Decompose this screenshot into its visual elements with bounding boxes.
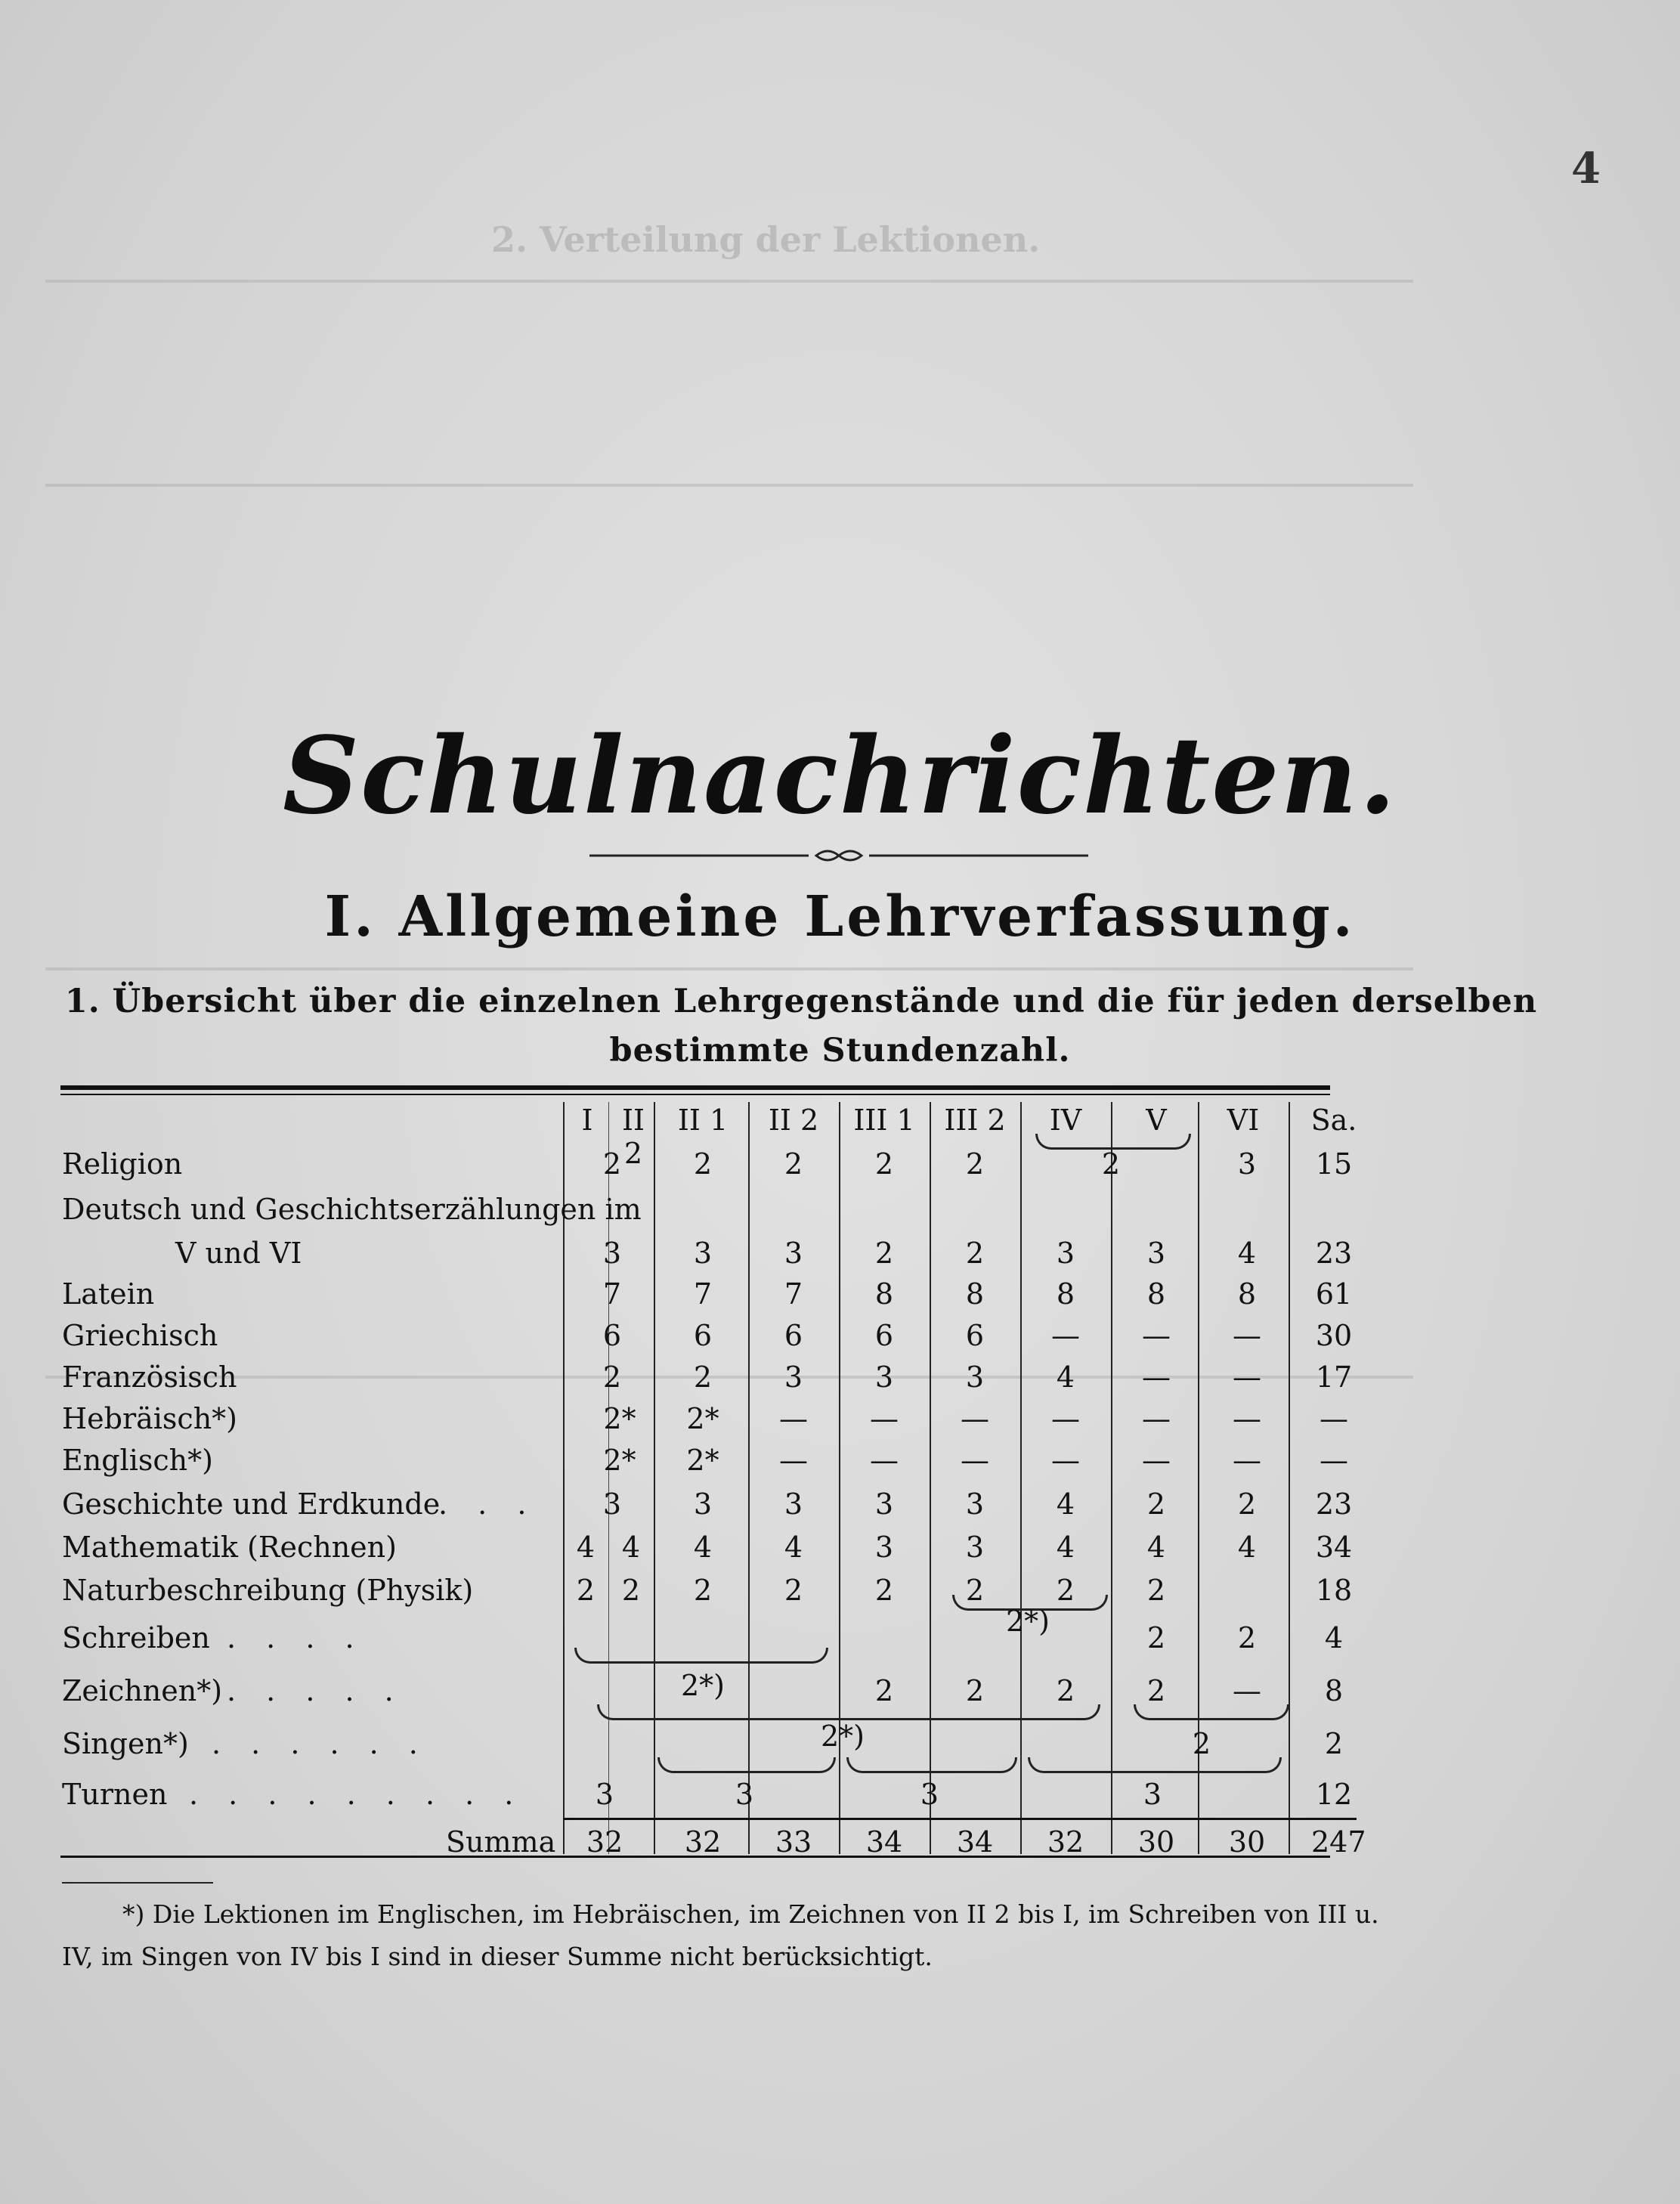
section-heading: I. Allgemeine Lehrverfassung. [324,884,1356,949]
table-cell: 2 [965,1147,985,1181]
table-cell: 34 [1315,1531,1353,1564]
group-brace [597,1704,1100,1720]
table-cell: 2 [874,1674,894,1707]
table-cell: 3 [1056,1237,1075,1270]
table-cell: 8 [874,1277,894,1311]
table-cell: 2 [965,1237,985,1270]
brace-label: 2*) [820,1720,865,1753]
table-cell: 2 [1146,1621,1166,1655]
table-cell: 2 [1146,1574,1166,1607]
row-label: Summa [446,1825,556,1859]
group-brace [1134,1704,1289,1720]
table-cell: 2 [621,1574,641,1607]
table-cell: 15 [1315,1147,1353,1181]
table-cell: 3 [874,1531,894,1564]
table-cell: 4 [1056,1360,1075,1394]
table-cell: — [1142,1402,1171,1435]
table-cell: — [1320,1402,1348,1435]
table-cell: 2 [1056,1674,1075,1707]
table-cell: 3 [602,1237,622,1270]
table-cell: 3 [784,1487,803,1521]
table-cell: 2* [686,1444,719,1477]
table-cell: 6 [693,1319,713,1352]
table-cell: 2 [1324,1727,1344,1760]
table-cell: 8 [1056,1277,1075,1311]
table-cell: 3 [965,1360,985,1394]
footnote-rule [62,1882,213,1884]
table-cell: 4 [1146,1531,1166,1564]
dot-leader: . . . . [227,1621,365,1655]
table-cell: 6 [602,1319,622,1352]
table-cell: — [1320,1444,1348,1477]
table-cell: — [870,1402,899,1435]
table-cell: 247 [1311,1825,1366,1859]
table-bottom-rule [60,1856,1330,1858]
table-cell: 2* [686,1402,719,1435]
table-cell: — [1233,1402,1261,1435]
table-cell: 2 [874,1147,894,1181]
column-header: V [1146,1104,1167,1137]
page-number: 4 [1571,144,1601,193]
table-cell: 2* [603,1444,636,1477]
table-cell: 3 [965,1531,985,1564]
column-header: IV [1049,1104,1082,1137]
table-cell: 2 [602,1147,622,1181]
column-header: III 1 [853,1104,915,1137]
table-cell: 2 [784,1574,803,1607]
table-cell: 3 [784,1237,803,1270]
table-cell: — [1051,1402,1080,1435]
table-cell: 32 [586,1825,623,1859]
row-label: Schreiben [62,1621,210,1655]
table-cell: 2 [1101,1147,1121,1181]
table-cell: 18 [1315,1574,1353,1607]
bleed-through-rule [45,967,1413,970]
page-title: Schulnachrichten. [283,714,1397,838]
table-cell: — [961,1402,989,1435]
table-cell: 3 [1143,1778,1162,1811]
brace-label: 2*) [680,1669,725,1702]
group-brace [1028,1757,1282,1773]
row-label: Latein [62,1277,155,1311]
summa-rule [563,1818,1357,1820]
column-header: Sa. [1310,1104,1357,1137]
table-cell: 23 [1315,1237,1353,1270]
table-cell: 6 [784,1319,803,1352]
footnote: *) Die Lektionen im Englischen, im Hebräischen, im Zeichnen von II 2 bis I, im Schreiben von III u. IV, im Singen von IV bis I sind in dieser Summe nicht berücksichtigt. [62,1899,1379,1971]
table-cell: 2 [1056,1574,1075,1607]
column-separator [1289,1102,1290,1854]
group-brace [1035,1134,1191,1150]
table-top-rule [60,1085,1330,1090]
brace-label: 2*) [1005,1605,1050,1638]
table-cell: 2 [1192,1727,1211,1760]
table-cell: 2* [603,1402,636,1435]
table-cell: 3 [693,1237,713,1270]
table-cell: 4 [1237,1531,1257,1564]
row-label: Singen*) [62,1727,189,1760]
table-cell: 8 [1324,1674,1344,1707]
row-label: Griechisch [62,1319,218,1352]
row-label: Englisch*) [62,1444,213,1477]
table-cell: — [1051,1319,1080,1352]
table-cell: 3 [693,1487,713,1521]
table-cell: 8 [1237,1277,1257,1311]
subheading-line-1: 1. Übersicht über die einzelnen Lehrgegenstände und die für jeden derselben [64,983,1538,1020]
table-cell: — [1233,1319,1261,1352]
row-label: Religion [62,1147,183,1181]
table-cell: 4 [1056,1487,1075,1521]
table-cell: 30 [1137,1825,1175,1859]
table-cell: — [779,1444,808,1477]
row-label: Geschichte und Erdkunde [62,1487,441,1521]
table-cell: — [1233,1444,1261,1477]
bleed-through-rule [45,1376,1413,1379]
column-separator [1020,1102,1022,1854]
table-cell: — [1233,1674,1261,1707]
table-cell: 4 [1324,1621,1344,1655]
table-cell: 4 [784,1531,803,1564]
table-cell: 2 [784,1147,803,1181]
table-cell: 6 [874,1319,894,1352]
table-cell: 8 [965,1277,985,1311]
table-cell: 30 [1315,1319,1353,1352]
column-separator [748,1102,750,1854]
table-cell: 2 [1146,1487,1166,1521]
row-label: Naturbeschreibung (Physik) [62,1574,474,1607]
column-header: III 2 [944,1104,1006,1137]
table-cell: 2 [693,1574,713,1607]
row-label: Deutsch und Geschichtserzählungen im [62,1193,642,1226]
bleed-through-rule [45,280,1413,283]
table-cell: 61 [1315,1277,1353,1311]
table-cell: 2 [1237,1487,1257,1521]
dot-leader: . . . . . . . . . [189,1778,524,1811]
table-cell: 4 [693,1531,713,1564]
table-cell: 4 [621,1531,641,1564]
table-cell: 3 [735,1778,754,1811]
table-cell: 2 [965,1674,985,1707]
column-header: II 2 [621,1104,645,1170]
table-cell: — [1142,1319,1171,1352]
table-cell: 8 [1146,1277,1166,1311]
column-header: VI [1227,1104,1260,1137]
table-cell: — [1142,1444,1171,1477]
table-cell: 2 [693,1147,713,1181]
group-brace [657,1757,836,1773]
row-label: Hebräisch*) [62,1402,238,1435]
dot-leader: . . . . . . [212,1727,429,1760]
table-cell: 3 [965,1487,985,1521]
table-cell: 3 [602,1487,622,1521]
table-cell: 33 [775,1825,812,1859]
table-cell: 7 [693,1277,713,1311]
table-cell: 3 [595,1778,614,1811]
table-cell: 2 [1237,1621,1257,1655]
table-cell: 2 [693,1360,713,1394]
table-cell: 32 [1047,1825,1084,1859]
column-separator [654,1102,655,1854]
column-separator [930,1102,931,1854]
column-header: II 2 [768,1104,819,1137]
table-cell: — [870,1444,899,1477]
row-label: Mathematik (Rechnen) [62,1531,397,1564]
table-cell: 3 [1146,1237,1166,1270]
table-cell: — [1142,1360,1171,1394]
row-label: V und VI [175,1237,302,1270]
table-cell: — [779,1402,808,1435]
table-cell: 2 [602,1360,622,1394]
ornament-divider [589,847,1088,865]
table-cell: 2 [874,1237,894,1270]
bleed-through-title: 2. Verteilung der Lektionen. [491,219,1041,260]
table-cell: 32 [684,1825,722,1859]
table-cell: 12 [1315,1778,1353,1811]
table-cell: 3 [874,1487,894,1521]
table-top-rule-thin [60,1094,1330,1095]
dot-leader: . . . [438,1487,537,1521]
table-cell: 7 [784,1277,803,1311]
table-cell: 34 [956,1825,994,1859]
table-cell: 3 [1237,1147,1257,1181]
row-label: Französisch [62,1360,237,1394]
table-cell: 2 [1146,1674,1166,1707]
table-cell: 3 [920,1778,939,1811]
table-cell: — [1051,1444,1080,1477]
table-cell: 6 [965,1319,985,1352]
table-cell: 34 [865,1825,903,1859]
table-cell: 2 [965,1574,985,1607]
subheading-line-2: bestimmte Stundenzahl. [609,1032,1071,1069]
column-header: I [581,1104,593,1137]
table-cell: 30 [1228,1825,1266,1859]
column-header: II 1 [677,1104,729,1137]
table-cell: 7 [602,1277,622,1311]
table-cell: 4 [1056,1531,1075,1564]
column-separator [1111,1102,1112,1854]
table-cell: 17 [1315,1360,1353,1394]
table-cell: 23 [1315,1487,1353,1521]
dot-leader: . . . . . [227,1674,404,1707]
table-cell: 4 [576,1531,596,1564]
group-brace [574,1648,828,1664]
table-cell: 3 [784,1360,803,1394]
table-cell: 2 [576,1574,596,1607]
table-cell: — [961,1444,989,1477]
row-label: Zeichnen*) [62,1674,223,1707]
table-cell: — [1233,1360,1261,1394]
table-cell: 3 [874,1360,894,1394]
group-brace [846,1757,1017,1773]
table-cell: 2 [874,1574,894,1607]
table-cell: 4 [1237,1237,1257,1270]
bleed-through-rule [45,484,1413,487]
row-label: Turnen [62,1778,168,1811]
